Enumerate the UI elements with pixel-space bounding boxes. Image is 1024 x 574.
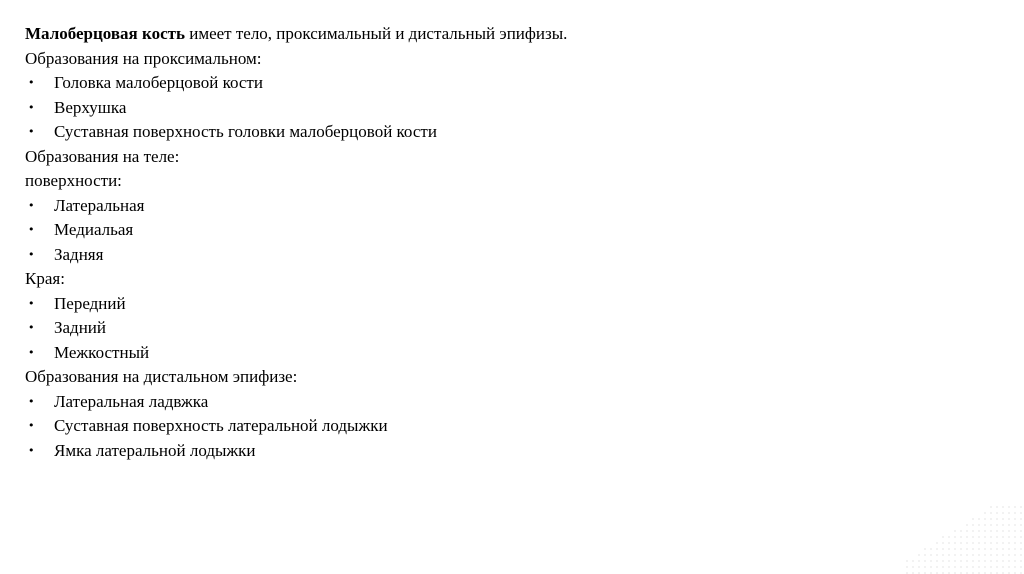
pattern-dot [936, 548, 938, 550]
bullet-icon: • [28, 76, 35, 89]
pattern-dot [1008, 518, 1010, 520]
pattern-dot [972, 524, 974, 526]
pattern-dot [996, 506, 998, 508]
bullet-item [25, 390, 1005, 415]
pattern-dot [990, 566, 992, 568]
pattern-dot [1020, 530, 1022, 532]
pattern-dot [978, 536, 980, 538]
pattern-dot [1008, 548, 1010, 550]
pattern-dot [930, 560, 932, 562]
pattern-dot [978, 542, 980, 544]
bullet-icon: • [28, 394, 35, 408]
pattern-dot [918, 566, 920, 568]
pattern-dot [984, 530, 986, 532]
pattern-dot [954, 554, 956, 556]
pattern-dot [1008, 530, 1010, 532]
pattern-dot [996, 566, 998, 568]
slide-text-body [25, 22, 1005, 463]
pattern-dot [906, 560, 908, 562]
pattern-dot [960, 542, 962, 544]
intro-bold-term: Малоберцовая кость [25, 24, 185, 43]
pattern-dot [1014, 506, 1016, 508]
pattern-dot [966, 536, 968, 538]
pattern-dot [906, 566, 908, 568]
pattern-dot [954, 536, 956, 538]
pattern-dot [1008, 560, 1010, 562]
pattern-dot [996, 524, 998, 526]
pattern-dot [1014, 542, 1016, 544]
pattern-dot [966, 548, 968, 550]
pattern-dot [1014, 512, 1016, 514]
pattern-dot [966, 554, 968, 556]
pattern-dot [936, 542, 938, 544]
bullet-item-text: Задний [54, 318, 107, 337]
pattern-dot [948, 548, 950, 550]
pattern-dot [966, 566, 968, 568]
pattern-dot [1020, 560, 1022, 562]
pattern-dot [1002, 560, 1004, 562]
text-line: поверхности: [25, 171, 122, 190]
pattern-dot [1002, 518, 1004, 520]
pattern-dot [942, 566, 944, 568]
bullet-item [25, 292, 1005, 317]
pattern-dot [948, 554, 950, 556]
pattern-dot [1020, 512, 1022, 514]
pattern-dot [1008, 512, 1010, 514]
pattern-dot [984, 518, 986, 520]
pattern-dot [1020, 542, 1022, 544]
pattern-dot [1014, 548, 1016, 550]
bullet-icon: • [28, 419, 35, 432]
pattern-dot [1008, 542, 1010, 544]
text-line: Образования на теле: [25, 146, 180, 166]
pattern-dot [978, 560, 980, 562]
bullet-icon: • [28, 345, 35, 359]
bullet-icon: • [28, 198, 35, 212]
pattern-dot [948, 536, 950, 538]
intro-line [25, 22, 1005, 47]
corner-dots-pattern [904, 504, 1024, 574]
pattern-dot [1002, 506, 1004, 508]
pattern-dot [930, 548, 932, 550]
pattern-dot [984, 512, 986, 514]
pattern-dot [1014, 518, 1016, 520]
pattern-dot [996, 560, 998, 562]
pattern-dot [924, 566, 926, 568]
pattern-dot [960, 548, 962, 550]
bullet-item-text: Ямка латеральной лодыжки [54, 440, 256, 460]
pattern-dot [942, 548, 944, 550]
text-line: Образования на проксимальном: [25, 48, 262, 68]
bullet-item [25, 194, 1005, 219]
bullet-icon: • [28, 247, 35, 261]
pattern-dot [966, 542, 968, 544]
pattern-dot [990, 554, 992, 556]
pattern-dot [1002, 548, 1004, 550]
pattern-dot [1014, 536, 1016, 538]
pattern-dot [972, 542, 974, 544]
pattern-dot [1014, 524, 1016, 526]
pattern-dot [912, 560, 914, 562]
bullet-icon: • [28, 223, 35, 236]
pattern-dot [1008, 554, 1010, 556]
bullet-item [25, 243, 1005, 268]
pattern-dot [990, 548, 992, 550]
pattern-dot [942, 560, 944, 562]
pattern-dot [990, 530, 992, 532]
pattern-dot [978, 518, 980, 520]
bullet-item-text: Головка малоберцовой кости [54, 73, 263, 92]
pattern-dot [990, 512, 992, 514]
pattern-dot [954, 542, 956, 544]
pattern-dot [1002, 512, 1004, 514]
pattern-dot [978, 566, 980, 568]
pattern-dot [1002, 566, 1004, 568]
bullet-icon: • [28, 100, 35, 114]
pattern-dot [996, 554, 998, 556]
pattern-dot [972, 530, 974, 532]
text-line: Образования на дистальном эпифизе: [25, 367, 298, 386]
pattern-dot [972, 554, 974, 556]
pattern-dot [960, 536, 962, 538]
pattern-dot [978, 530, 980, 532]
bullet-item [25, 316, 1005, 341]
pattern-dot [984, 542, 986, 544]
pattern-dot [966, 524, 968, 526]
pattern-dot [948, 560, 950, 562]
pattern-dot [954, 548, 956, 550]
pattern-dot [912, 566, 914, 568]
pattern-dot [1002, 536, 1004, 538]
pattern-dot [972, 566, 974, 568]
bullet-item [25, 96, 1005, 121]
bullet-item-text: Суставная поверхность головки малоберцовой кости [54, 122, 437, 141]
pattern-dot [990, 506, 992, 508]
pattern-dot [972, 518, 974, 520]
bullet-item-text: Межкостный [54, 342, 150, 362]
bullet-item [25, 341, 1005, 366]
pattern-dot [924, 548, 926, 550]
pattern-dot [948, 566, 950, 568]
pattern-dot [990, 518, 992, 520]
pattern-dot [1008, 506, 1010, 508]
pattern-dot [996, 536, 998, 538]
pattern-dot [996, 512, 998, 514]
pattern-dot [930, 566, 932, 568]
pattern-dot [954, 566, 956, 568]
pattern-dot [978, 554, 980, 556]
pattern-dot [1020, 566, 1022, 568]
pattern-dot [984, 560, 986, 562]
text-line: Края: [25, 269, 65, 288]
pattern-dot [918, 554, 920, 556]
pattern-dot [972, 536, 974, 538]
pattern-dot [960, 560, 962, 562]
pattern-dot [942, 554, 944, 556]
text-lines [25, 47, 1005, 464]
pattern-dot [1014, 566, 1016, 568]
pattern-dot [918, 560, 920, 562]
bullet-item-text: Верхушка [54, 97, 127, 117]
bullet-item [25, 414, 1005, 439]
pattern-dot [930, 554, 932, 556]
pattern-dot [984, 548, 986, 550]
bullet-item [25, 218, 1005, 243]
bullet-item-text: Задняя [54, 244, 104, 264]
pattern-dot [924, 554, 926, 556]
pattern-dot [954, 530, 956, 532]
bullet-icon: • [28, 125, 35, 138]
pattern-dot [984, 566, 986, 568]
pattern-dot [1008, 536, 1010, 538]
pattern-dot [1014, 554, 1016, 556]
bullet-item-text: Суставная поверхность латеральной лодыжки [54, 416, 388, 435]
pattern-dot [972, 560, 974, 562]
bullet-icon: • [28, 443, 35, 457]
pattern-dot [936, 566, 938, 568]
pattern-dot [1020, 506, 1022, 508]
pattern-dot [990, 536, 992, 538]
pattern-dot [1020, 518, 1022, 520]
pattern-dot [954, 560, 956, 562]
pattern-dot [984, 524, 986, 526]
bullet-item-text: Медиальая [54, 220, 134, 239]
pattern-dot [996, 518, 998, 520]
bullet-icon: • [28, 321, 35, 334]
pattern-dot [1020, 524, 1022, 526]
pattern-dot [978, 524, 980, 526]
pattern-dot [978, 548, 980, 550]
pattern-dot [1020, 548, 1022, 550]
pattern-dot [966, 530, 968, 532]
pattern-dot [966, 560, 968, 562]
pattern-dot [924, 560, 926, 562]
bullet-item-text: Передний [54, 293, 126, 313]
pattern-dot [1002, 524, 1004, 526]
pattern-dot [960, 530, 962, 532]
pattern-dot [1002, 530, 1004, 532]
pattern-dot [936, 560, 938, 562]
pattern-dot [990, 560, 992, 562]
bullet-item-text: Латеральная [54, 195, 145, 215]
pattern-dot [1014, 530, 1016, 532]
bullet-item [25, 71, 1005, 96]
pattern-dot [996, 542, 998, 544]
pattern-dot [990, 542, 992, 544]
bullet-item-text: Латеральная ладвжка [54, 391, 209, 411]
pattern-dot [1020, 554, 1022, 556]
pattern-dot [1008, 524, 1010, 526]
pattern-dot [1002, 542, 1004, 544]
pattern-dot [960, 554, 962, 556]
pattern-dot [942, 536, 944, 538]
bullet-item [25, 439, 1005, 464]
pattern-dot [990, 524, 992, 526]
bullet-item [25, 120, 1005, 145]
pattern-dot [1020, 536, 1022, 538]
pattern-dot [1008, 566, 1010, 568]
pattern-dot [942, 542, 944, 544]
pattern-dot [936, 554, 938, 556]
pattern-dot [996, 548, 998, 550]
pattern-dot [1014, 560, 1016, 562]
pattern-dot [1002, 554, 1004, 556]
pattern-dot [984, 536, 986, 538]
pattern-dot [960, 566, 962, 568]
pattern-dot [984, 554, 986, 556]
bullet-icon: • [28, 296, 35, 310]
pattern-dot [948, 542, 950, 544]
intro-rest: имеет тело, проксимальный и дистальный эпифизы. [184, 24, 568, 43]
pattern-dot [996, 530, 998, 532]
pattern-dot [972, 548, 974, 550]
